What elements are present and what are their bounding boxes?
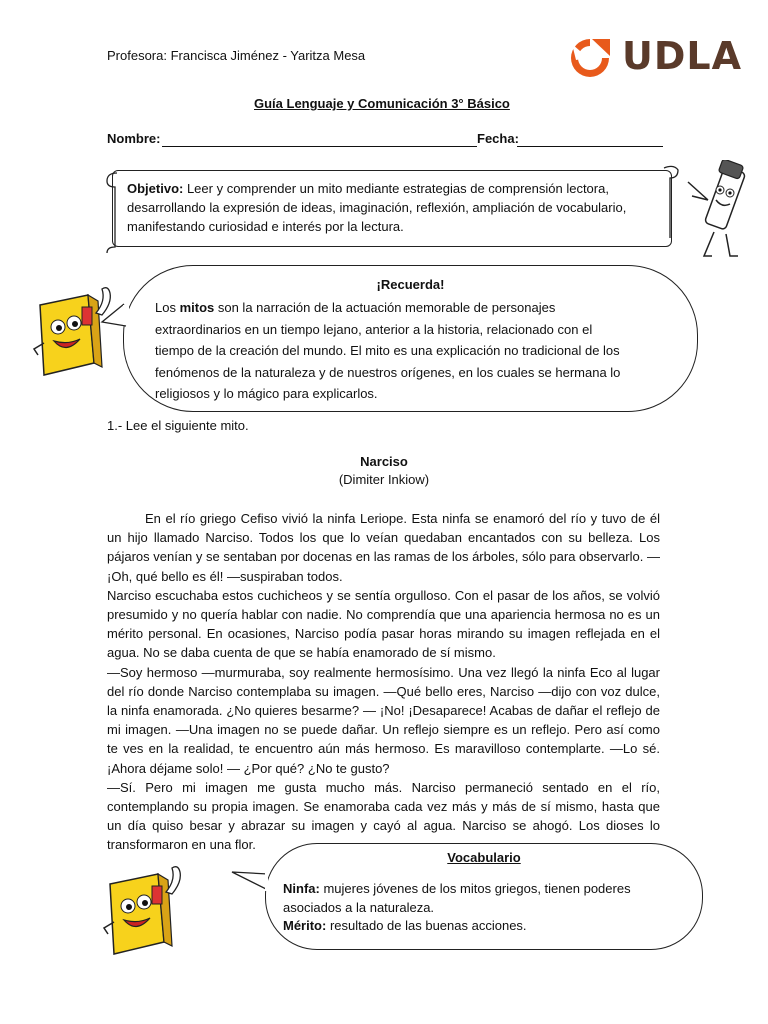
- objective-line-2: desarrollando la expresión de ideas, imaginación, reflexión, ampliación de vocabulario,: [127, 200, 627, 215]
- remember-line-4: fenómenos de la naturaleza y de nuestros orígenes, en los cuales se hermana lo: [155, 364, 621, 380]
- logo-text: UDLA: [622, 34, 743, 78]
- teacher-line: Profesora: Francisca Jiménez - Yaritza Mesa: [107, 48, 366, 63]
- vocabulary-item-merito: Mérito: resultado de las buenas acciones.: [283, 918, 527, 933]
- bubble-tail-icon: [100, 300, 140, 340]
- name-label: Nombre:: [107, 131, 161, 146]
- scroll-curl-right-icon: [660, 160, 682, 250]
- scroll-curl-icon: [103, 165, 125, 255]
- vocabulary-item-ninfa-cont: asociados a la naturaleza.: [283, 899, 435, 915]
- book-character-icon: [100, 862, 190, 962]
- remember-line-1: Los mitos son la narración de la actuación memorable de personajes: [155, 300, 556, 315]
- story-title: Narciso: [360, 454, 408, 469]
- vocabulary-bubble: [265, 843, 703, 950]
- date-label: Fecha:: [477, 131, 519, 146]
- story-body: [107, 509, 660, 855]
- udla-logo-icon: [566, 36, 614, 80]
- objective-label: Objetivo:: [127, 181, 184, 196]
- remember-title: ¡Recuerda!: [376, 277, 445, 292]
- page-title: Guía Lenguaje y Comunicación 3° Básico: [254, 96, 510, 111]
- story-paragraph-2: Narciso escuchaba estos cuchicheos y se sentía orgulloso. Con el pasar de los años, se volvió presumido y no quería hablar con nadie. No comprendía que una apariencia hermosa no es un mérito personal. En ocasiones, Narciso podía pasar horas mirando su imagen reflejada en el agua. No se daba cuenta de que se había enamorado de sí mismo.: [107, 587, 660, 661]
- vocabulary-title: Vocabulario: [447, 850, 521, 865]
- story-paragraph-3: —Soy hermoso —murmuraba, soy realmente hermosísimo. Una vez llegó la ninfa Eco al lugar del río donde Narciso contemplaba su imagen. —Qué bello eres, Narciso —dijo con voz dulce, la ninfa enamorada. ¿No quieres besarme? — ¡No! ¡Desaparece! Acabas de dañar el reflejo de mi imagen. —Una imagen no se puede dañar. Un reflejo siempre es un reflejo. Pero así como te ves en la realidad, te encuentro aún más hermoso. Es maravilloso contemplarte. —Lo sé. ¡Ahora déjame solo! — ¿Por qué? ¿No te gusto?: [107, 664, 660, 776]
- remember-line-5: religiosos y lo mágico para explicarlos.: [155, 386, 378, 401]
- instruction: 1.- Lee el siguiente mito.: [107, 418, 249, 433]
- remember-line-3: tiempo de la creación del mundo. El mito es una explicación no tradicional de los: [155, 343, 620, 358]
- remember-line-2: extraordinarios en un tiempo lejano, anterior a la historia, relacionado con el: [155, 321, 593, 337]
- udla-logo: [566, 34, 743, 80]
- pencil-character-icon: [686, 160, 756, 260]
- objective-line-1: Leer y comprender un mito mediante estrategias de comprensión lectora,: [183, 181, 609, 196]
- date-field[interactable]: [517, 146, 663, 147]
- story-paragraph-4: —Sí. Pero mi imagen me gusta mucho más. Narciso permaneció sentado en el río, contemplando su propia imagen. Se enamoraba cada vez más y más de sí mismo, hasta que un día quiso besar y abrazar su imagen y cayó al agua. Narciso se ahogó. Los dioses lo transformaron en una flor.: [107, 779, 660, 853]
- vocabulary-item-ninfa: Ninfa: mujeres jóvenes de los mitos griegos, tienen poderes: [283, 881, 631, 896]
- name-field[interactable]: [162, 146, 477, 147]
- objective-box: [112, 170, 672, 247]
- bubble-tail-icon: [228, 868, 268, 908]
- story-paragraph-1: En el río griego Cefiso vivió la ninfa Leriope. Esta ninfa se enamoró del río y tuvo de él un hijo llamado Narciso. Todos los que lo veían quedaban encantados con su belleza. Los pájaros venían y se sentaban por docenas en las ramas de los árboles, sólo para observarlo. — ¡Oh, qué bello es él! —suspiraban todos.: [107, 511, 660, 584]
- objective-line-3: manifestando curiosidad e interés por la lectura.: [127, 219, 404, 234]
- remember-bubble: [123, 265, 698, 412]
- story-author: (Dimiter Inkiow): [338, 472, 430, 487]
